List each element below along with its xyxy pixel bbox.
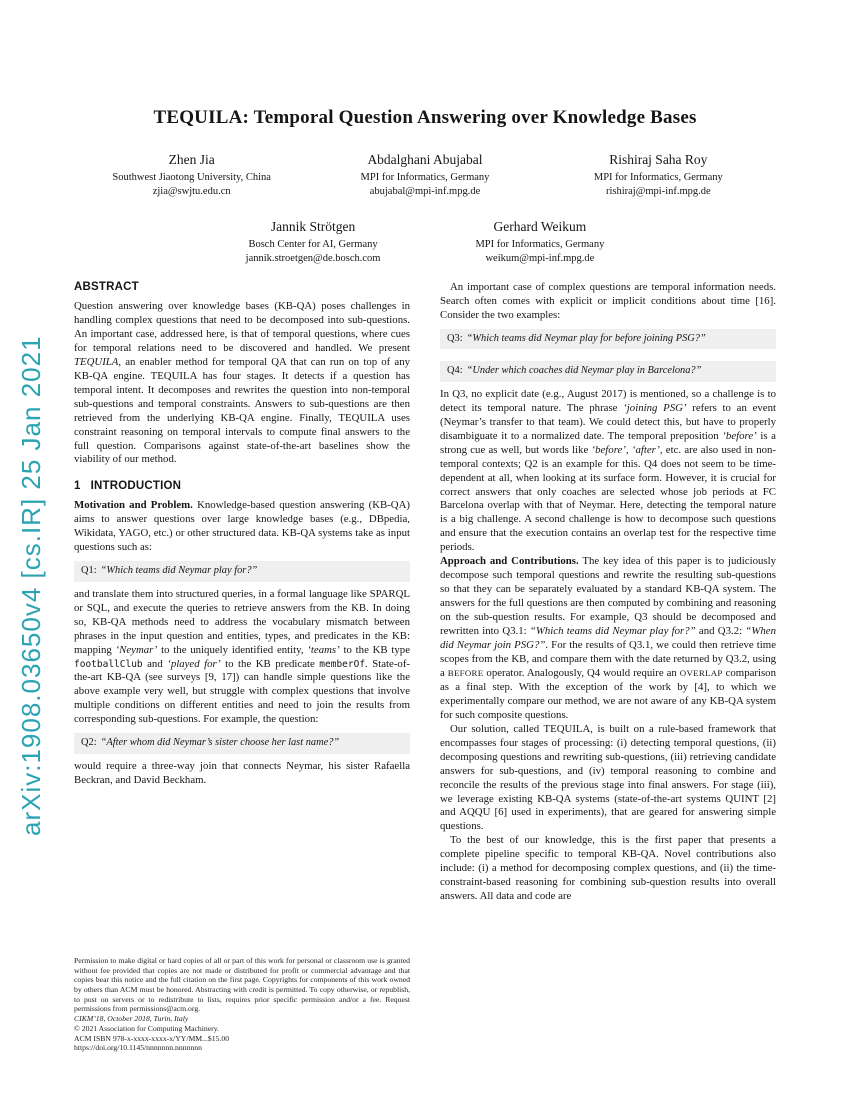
- paragraph: In Q3, no explicit date (e.g., August 2017) is mentioned, so a challenge is to detect its temporal nature. The phrase ‘joining PSG’ refers to an event (Neymar’s transfer to that team). We could detect this, but have to properly disambiguate it to a normalized date. The temporal preposition ‘before’ is a strong cue as well, but words like ‘before’, ‘after’, etc. are also used in non-temporal contexts; Q2 is an example for this. Q4 does not seem to be time-dependent at all, when looking at its surface form. However, it is crucial for correct answers that only coaches are selected whose job periods at FC Barcelona overlap with that of Neymar. Here, detecting the temporal nature is a big challenge. A second challenge is how to decompose such questions and ensure that the execution contains an overlap test for the respective time periods.: [440, 387, 776, 554]
- author-email: weikum@mpi-inf.mpg.de: [485, 252, 595, 264]
- author-email: abujabal@mpi-inf.mpg.de: [369, 185, 481, 197]
- author-email: jannik.stroetgen@de.bosch.com: [245, 252, 381, 264]
- author-name: Abdalghani Abujabal: [367, 152, 483, 167]
- author-affiliation: Bosch Center for AI, Germany: [248, 239, 378, 250]
- question-box-q1: [74, 561, 410, 582]
- question-box-q2: [74, 733, 410, 754]
- two-column-body: [74, 281, 776, 1053]
- author-block: [475, 219, 604, 265]
- paragraph: To the best of our knowledge, this is the first paper that presents a complete pipeline specific to temporal KB-QA. Novel contributions also include: (i) a method for decomposing complex questions, and (ii) the time-constraint-based reasoning for combining sub-question results into overall answers. All data and code are: [440, 834, 776, 903]
- copyright-line: © 2021 Association for Computing Machinery.: [74, 1023, 219, 1033]
- author-name: Gerhard Weikum: [493, 219, 587, 234]
- left-column: [74, 281, 410, 1053]
- paragraph: and translate them into structured queries, in a formal language like SPARQL or SQL, and execute the queries to retrieve answers from the KB. In doing so, KB-QA methods need to address the vocabulary mismatch between phrases in the input question and entities, types, and predicates in the KB: mapping ‘Neymar’ to the uniquely identified entity, ‘teams’ to the KB type footballClub and ‘played for’ to the KB predicate memberOf. State-of-the-art KB-QA (see surveys [9, 17]) can handle simple questions like the above example very well, but struggle with complex questions that involve multiple conditions on different entities and need to join the results from corresponding sub-questions. For example, the question:: [74, 587, 411, 726]
- author-block: [246, 219, 381, 265]
- permission-text: Permission to make digital or hard copies of all or part of this work for personal or classroom use is granted without fee provided that copies are not made or distributed for profit or commercial advantage and that copies bear this notice and the full citation on the first page. Copyrights for components of this work owned by others than ACM must be honored. Abstracting with credit is permitted. To copy otherwise, or republish, to post on servers or to redistribute to lists, requires prior specific permission and/or a fee. Request permissions from permissions@acm.org.: [74, 955, 410, 1014]
- section-number: 1: [74, 480, 81, 493]
- question-box-q4: [440, 361, 776, 382]
- isbn-line: ACM ISBN 978-x-xxxx-xxxx-x/YY/MM...$15.00: [74, 1033, 230, 1043]
- author-affiliation: MPI for Informatics, Germany: [593, 172, 723, 183]
- question-label: Q3:: [447, 332, 463, 344]
- paper-title: TEQUILA: Temporal Question Answering over Knowledge Bases: [153, 107, 697, 128]
- question-label: Q4:: [447, 365, 463, 377]
- question-text: “Which teams did Neymar play for before joining PSG?”: [466, 332, 706, 344]
- author-name: Zhen Jia: [168, 152, 215, 167]
- author-affiliation: Southwest Jiaotong University, China: [112, 172, 271, 183]
- paragraph: An important case of complex questions are temporal information needs. Search often comes with explicit or implicit conditions about time [16]. Consider the two examples:: [440, 281, 776, 321]
- author-name: Jannik Strötgen: [270, 219, 356, 234]
- question-text: “After whom did Neymar’s sister choose her last name?”: [100, 737, 340, 749]
- paragraph: Motivation and Problem. Knowledge-based question answering (KB-QA) aims to answer questions over large knowledge bases (e.g., DBpedia, Wikidata, YAGO, etc.) or other structured data. KB-QA systems take as input questions such as:: [74, 499, 410, 554]
- author-name: Rishiraj Saha Roy: [609, 152, 708, 167]
- paragraph: Approach and Contributions. The key idea of this paper is to judiciously decompose such temporal questions and rewrite the resulting sub-questions so that they can be separately evaluated by a standard KB-QA system. The answers for the full questions are then computed by combining and reasoning on the sub-question results. For example, Q3 should be decomposed and rewritten into Q3.1: “Which teams did Neymar play for?” and Q3.2: “When did Neymar join PSG?”. For the results of Q3.1, we could then retrieve time scopes from the KB, and compare them with the date returned by Q3.2, using a BEFORE operator. Analogously, Q4 would require an OVERLAP comparison as a final step. With the exception of the work by [4], to which we experimentally compare our method, we are not aware of any KB-QA system for such composite questions.: [440, 555, 776, 721]
- author-affiliation: MPI for Informatics, Germany: [360, 172, 490, 183]
- paragraph: Our solution, called TEQUILA, is built on a rule-based framework that encompasses four stages of processing: (i) detecting temporal questions, (ii) decomposing questions and rewriting sub-questions, (iii) retrieving candidate answers for sub-questions, and (iv) temporal reasoning to combine and reconcile the results of the previous stage into final answers. For stage (iii), we leverage existing KB-QA systems (state-of-the-art systems QUINT [2] and AQQU [6] used in experiments), that are geared for answering simple questions.: [440, 722, 776, 833]
- right-column: [440, 281, 776, 1053]
- author-affiliation: MPI for Informatics, Germany: [475, 239, 605, 250]
- section-title: INTRODUCTION: [90, 480, 182, 493]
- author-block: [75, 152, 308, 198]
- author-email: zjia@swjtu.edu.cn: [152, 185, 231, 197]
- section-heading-abstract: ABSTRACT: [74, 281, 139, 293]
- section-heading-introduction: [74, 480, 410, 492]
- paragraph: would require a three-way join that connects Neymar, his sister Rafaella Beckran, and David Beckham.: [74, 759, 410, 786]
- question-box-q3: [440, 329, 776, 350]
- author-block: [542, 152, 775, 198]
- question-text: “Which teams did Neymar play for?”: [100, 565, 258, 577]
- copyright-footnote: [74, 956, 410, 1053]
- arxiv-watermark: arXiv:1908.03650v4 [cs.IR] 25 Jan 2021: [16, 335, 46, 836]
- author-email: rishiraj@mpi-inf.mpg.de: [605, 185, 711, 197]
- authors-row-1: [75, 152, 775, 198]
- venue-line: CIKM’18, October 2018, Turin, Italy: [74, 1014, 189, 1024]
- author-block: [308, 152, 541, 198]
- doi-link[interactable]: https://doi.org/10.1145/nnnnnnn.nnnnnnn: [74, 1043, 202, 1053]
- question-text: “Under which coaches did Neymar play in Barcelona?”: [466, 365, 702, 377]
- abstract-text: Question answering over knowledge bases (KB-QA) poses challenges in handling complex questions that need to be decomposed into sub-questions. An important case, addressed here, is that of temporal questions, where cues for temporal relations need to be discovered and handled. We present TEQUILA, an enabler method for temporal QA that can run on top of any KB-QA engine. TEQUILA has four stages. It detects if a question has temporal intent. It decomposes and rewrites the question into non-temporal sub-questions and temporal constraints. Answers to sub-questions are then retrieved from the underlying KB-QA engine. Finally, TEQUILA uses constraint reasoning on temporal intervals to compute final answers to the full question. Comparisons against state-of-the-art baselines show the viability of our method.: [74, 300, 410, 466]
- question-label: Q1:: [81, 565, 97, 577]
- question-label: Q2:: [81, 737, 97, 749]
- authors-row-2: [75, 219, 775, 265]
